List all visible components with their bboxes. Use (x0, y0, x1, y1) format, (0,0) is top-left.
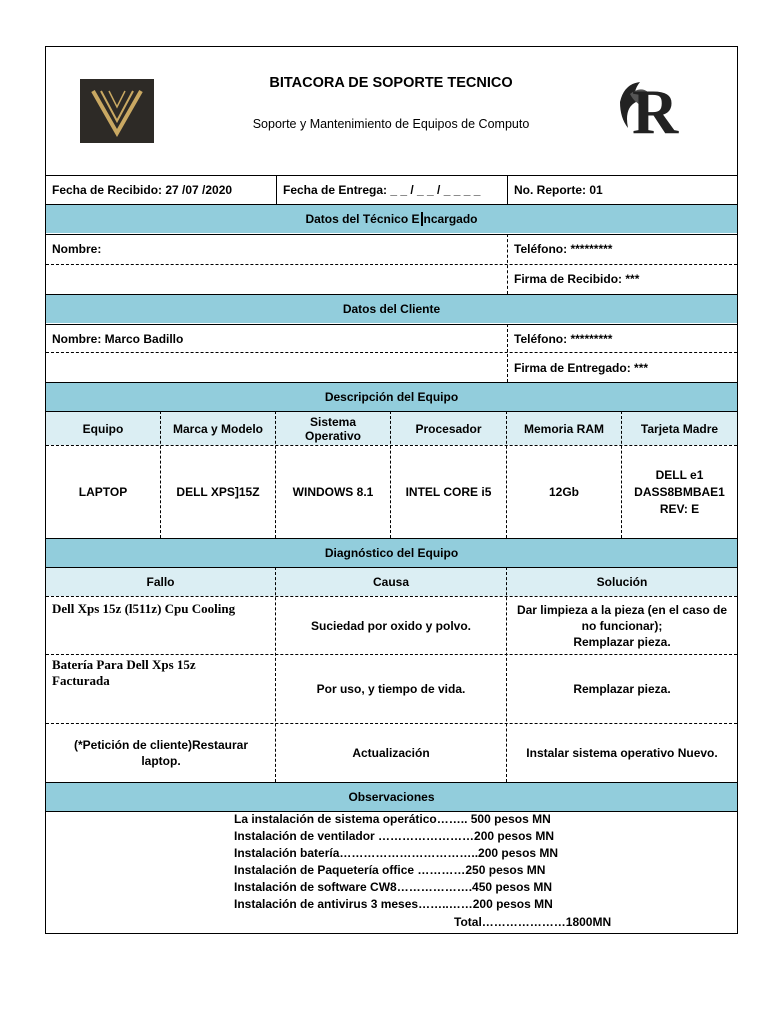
observation-line-4: Instalación de Paquetería office …………250 pesos MN (234, 863, 546, 877)
equipment-value-procesador: INTEL CORE i5 (405, 485, 492, 499)
observation-total: Total…………………1800MN (454, 915, 612, 929)
technician-name-label: Nombre: (52, 242, 102, 256)
client-phone: Teléfono: ********* (514, 332, 613, 346)
observation-line-2: Instalación de ventilador ……………………200 pesos MN (234, 829, 555, 843)
diagnosis-solution-3: Instalar sistema operativo Nuevo. (526, 746, 718, 760)
diagnosis-cause-2: Por uso, y tiempo de vida. (316, 682, 466, 696)
observation-line-5: Instalación de software CW8……………….450 pesos MN (234, 880, 553, 894)
technician-title-b: ncargado (423, 212, 478, 226)
equipment-value-so: WINDOWS 8.1 (292, 485, 374, 499)
form-subtitle: Soporte y Mantenimiento de Equipos de Computo (252, 117, 530, 131)
technician-section-title (46, 205, 737, 233)
date-delivery: Fecha de Entrega: _ _ / _ _ / _ _ _ _ (283, 183, 481, 197)
form-title: BITACORA DE SOPORTE TECNICO (269, 75, 513, 91)
equipment-value-equipo: LAPTOP (78, 485, 128, 499)
equipment-value-ram: 12Gb (548, 485, 579, 499)
observation-line-3: Instalación batería……………………………..200 pesos MN (234, 846, 559, 860)
equipment-value-marca: DELL XPS]15Z (176, 485, 260, 499)
left-logo (80, 79, 154, 143)
diagnosis-solution-1: Dar limpieza a la pieza (en el caso de no funcionar); Remplazar pieza. (516, 602, 728, 649)
equipment-header-tarjeta: Tarjeta Madre (640, 421, 719, 436)
diagnosis-fault-1: Dell Xps 15z (l511z) Cpu Cooling (52, 601, 236, 616)
report-number: No. Reporte: 01 (514, 183, 603, 197)
technician-title-a: Datos del Técnico E (305, 212, 420, 226)
equipment-header-procesador: Procesador (415, 421, 482, 436)
diagnosis-header-solucion: Solución (596, 575, 648, 589)
technician-phone: Teléfono: ********* (514, 242, 613, 256)
equipment-header-equipo: Equipo (82, 421, 124, 436)
diagnosis-cause-3: Actualización (352, 746, 430, 760)
observations-section-title: Observaciones (46, 783, 737, 811)
diagnosis-fault-3: (*Petición de cliente)Restaurar laptop. (73, 738, 249, 768)
logo-letter: R (632, 76, 679, 147)
observation-line-1: La instalación de sistema operático…….. 500 pesos MN (234, 812, 551, 826)
client-section-title: Datos del Cliente (46, 295, 737, 323)
equipment-value-tarjeta: DELL e1 DASS8BMBAE1 REV: E (634, 467, 725, 516)
diagnosis-header-fallo: Fallo (146, 575, 175, 589)
date-received: Fecha de Recibido: 27 /07 /2020 (52, 183, 233, 197)
equipment-header-ram: Memoria RAM (523, 421, 604, 436)
diagnosis-fault-2: Batería Para Dell Xps 15z Facturada (52, 657, 196, 688)
client-signature: Firma de Entregado: *** (514, 360, 649, 375)
v-logo-icon (87, 85, 147, 137)
client-name: Nombre: Marco Badillo (52, 332, 184, 346)
diagnosis-cause-1: Suciedad por oxido y polvo. (310, 618, 472, 633)
observation-line-6: Instalación de antivirus 3 meses……..……200 pesos MN (234, 897, 553, 911)
diagnosis-section-title: Diagnóstico del Equipo (46, 539, 737, 567)
equipment-header-so: Sistema Operativo (304, 414, 361, 443)
equipment-header-marca: Marca y Modelo (172, 421, 264, 436)
technician-signature: Firma de Recibido: *** (514, 272, 640, 286)
equipment-section-title: Descripción del Equipo (46, 383, 737, 411)
diagnosis-solution-2: Remplazar pieza. (573, 682, 671, 696)
support-log-form (45, 46, 738, 934)
right-logo (604, 69, 696, 155)
diagnosis-header-causa: Causa (372, 575, 410, 589)
